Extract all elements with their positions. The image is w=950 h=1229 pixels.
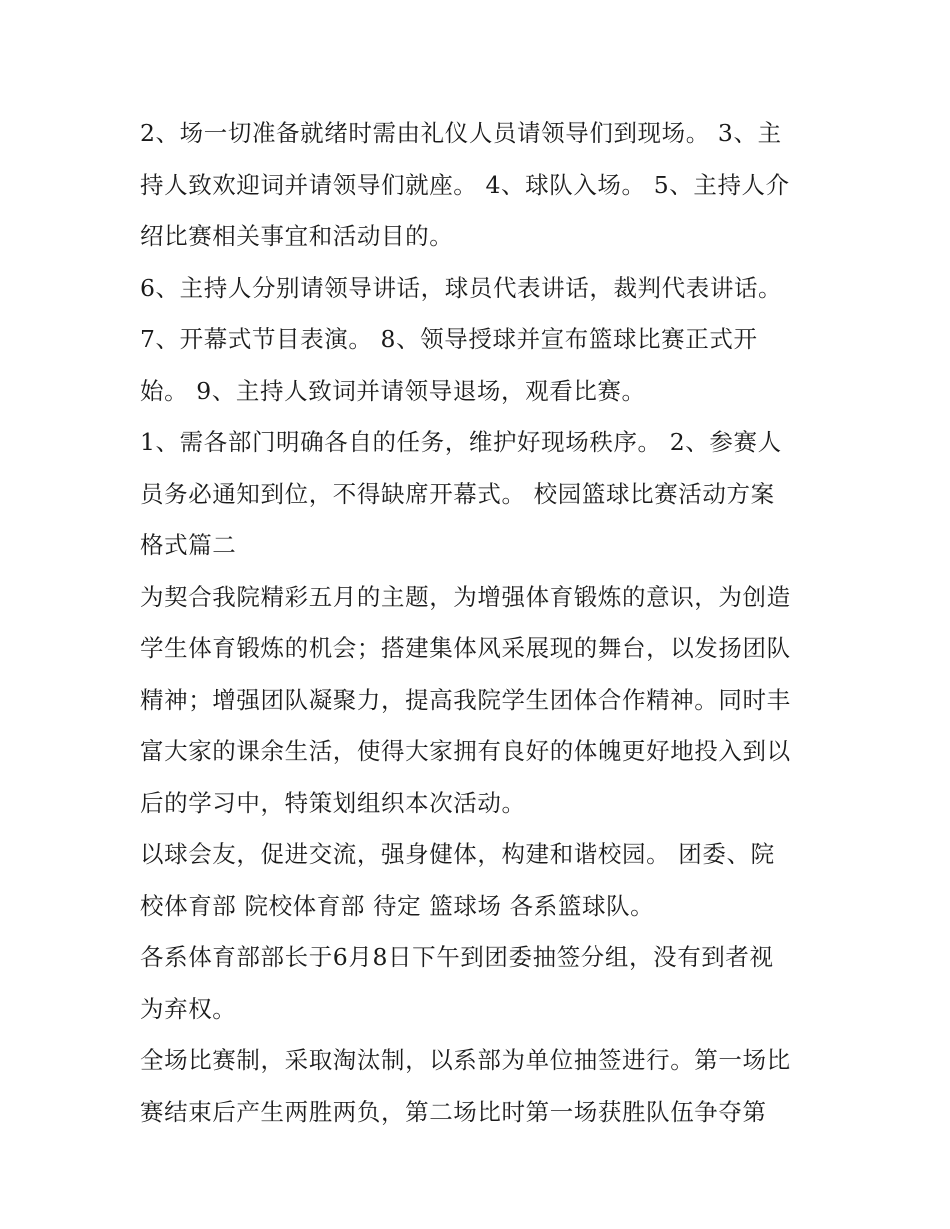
paragraph-ceremony-steps-1 (140, 108, 820, 263)
text-line: 1、需各部门明确各自的任务，维护好现场秩序。 2、参赛人 (140, 428, 782, 456)
text-line: 各系体育部部长于6月8日下午到团委抽签分组，没有到者视 (140, 943, 774, 971)
text-line: 为弃权。 (140, 994, 237, 1023)
text-line: 后的学习中，特策划组织本次活动。 (140, 788, 526, 817)
paragraph-ceremony-steps-2 (140, 263, 820, 315)
text-line: 精神；增强团队凝聚力，提高我院学生团体合作精神。同时丰 (140, 685, 791, 714)
text-line: 2、场一切准备就绪时需由礼仪人员请领导们到现场。 3、主 (140, 119, 782, 147)
document-body (140, 108, 820, 1138)
text-line: 以球会友，促进交流，强身健体，构建和谐校园。 团委、院 (140, 840, 775, 868)
text-line: 始。 9、主持人致词并请领导退场，观看比赛。 (140, 376, 646, 405)
text-line: 富大家的课余生活，使得大家拥有良好的体魄更好地投入到以 (140, 737, 791, 765)
paragraph-purpose (140, 572, 820, 830)
text-line: 持人致欢迎词并请领导们就座。 4、球队入场。 5、主持人介 (140, 170, 790, 199)
text-line: 绍比赛相关事宜和活动目的。 (140, 222, 454, 250)
text-line: 学生体育锻炼的机会；搭建集体风采展现的舞台，以发扬团队 (140, 634, 791, 662)
text-line: 员务必通知到位，不得缺席开幕式。 校园篮球比赛活动方案 (140, 479, 775, 508)
paragraph-draw (140, 932, 820, 1035)
text-line: 赛结束后产生两胜两负，第二场比时第一场获胜队伍争夺第 (140, 1097, 767, 1126)
paragraph-theme-organizers (140, 829, 820, 932)
paragraph-ceremony-steps-3 (140, 314, 820, 417)
text-line: 校体育部 院校体育部 待定 篮球场 各系篮球队。 (140, 891, 655, 920)
paragraph-format (140, 1035, 820, 1138)
text-line: 全场比赛制，采取淘汰制，以系部为单位抽签进行。第一场比 (140, 1046, 791, 1074)
text-line: 6、主持人分别请领导讲话，球员代表讲话，裁判代表讲话。 (140, 273, 783, 302)
text-line: 7、开幕式节目表演。 8、领导授球并宣布篮球比赛正式开 (140, 325, 758, 353)
text-line: 为契合我院精彩五月的主题，为增强体育锻炼的意识，为创造 (140, 582, 791, 611)
paragraph-requirements (140, 417, 820, 572)
text-line: 格式篇二 (140, 531, 237, 559)
